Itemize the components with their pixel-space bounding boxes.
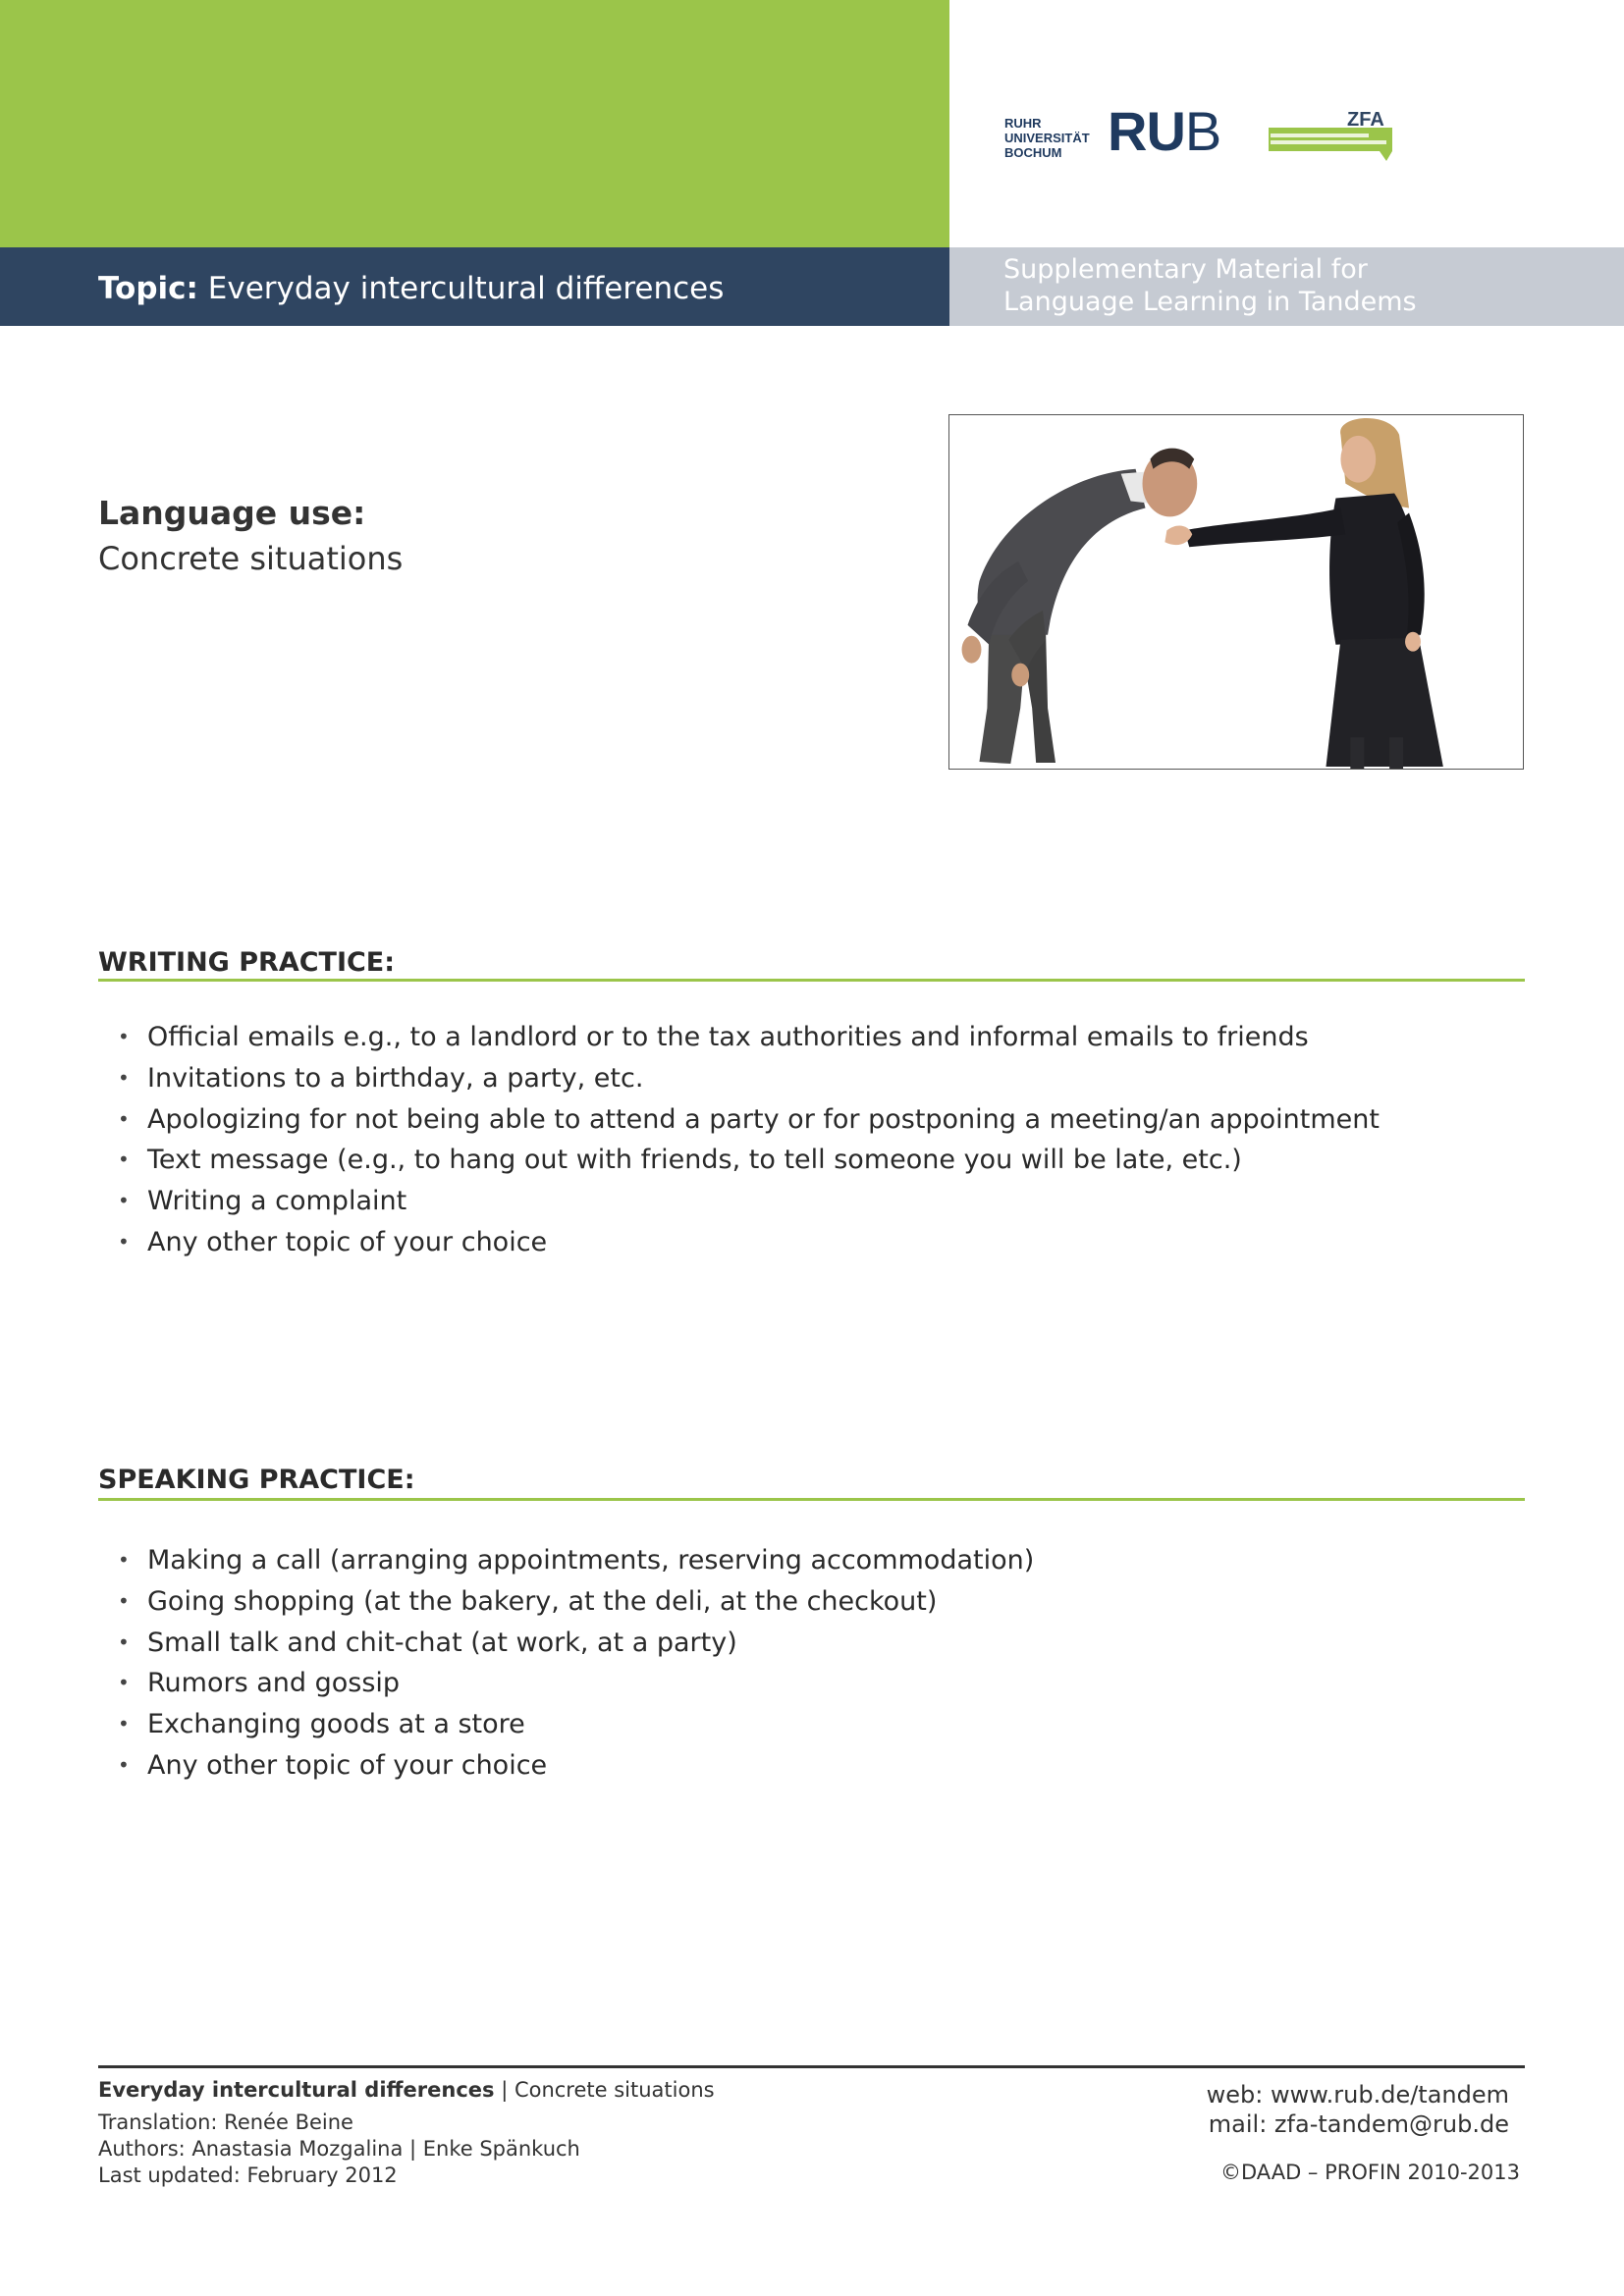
zfa-logo (1269, 110, 1392, 163)
language-use-value: Concrete situations (98, 540, 404, 577)
list-item-text: Making a call (arranging appointments, reserving accommodation) (147, 1545, 1035, 1575)
rub-logo-light: B (1184, 100, 1221, 162)
footer-rule (98, 2065, 1525, 2068)
footer-updated: Last updated: February 2012 (98, 2163, 398, 2187)
list-item (98, 1704, 1034, 1745)
rub-logo-bold: RU (1108, 100, 1185, 162)
rub-wordmark-small (1004, 116, 1090, 160)
speaking-practice-title: SPEAKING PRACTICE: (98, 1465, 415, 1495)
list-item-text: Text message (e.g., to hang out with friends, to tell someone you will be late, etc.) (147, 1145, 1242, 1176)
list-item-text: Any other topic of your choice (147, 1226, 548, 1257)
list-item (98, 1058, 1380, 1099)
bullet-icon: • (118, 1588, 130, 1613)
bullet-icon: • (118, 1148, 130, 1172)
rub-line-3: BOCHUM (1004, 145, 1062, 160)
list-item-text: Going shopping (at the bakery, at the deli, at the checkout) (147, 1585, 938, 1617)
rub-logo (1108, 102, 1220, 161)
list-item (98, 1745, 1034, 1787)
bullet-icon: • (118, 1065, 130, 1090)
list-item (98, 1181, 1380, 1222)
topic-label: Topic: (98, 271, 198, 306)
language-use-label: Language use: (98, 494, 366, 532)
bullet-icon: • (118, 1106, 130, 1131)
svg-text:ZFA: ZFA (1347, 110, 1384, 131)
footer-title (98, 2077, 715, 2104)
list-item-text: Small talk and chit-chat (at work, at a party) (147, 1627, 737, 1658)
list-item (98, 1540, 1034, 1581)
list-item (98, 1623, 1034, 1664)
footer-authors: Authors: Anastasia Mozgalina | Enke Spänkuch (98, 2137, 580, 2161)
footer-web-link[interactable]: web: www.rub.de/tandem (1206, 2081, 1509, 2109)
footer-title-rest: | Concrete situations (494, 2078, 715, 2102)
list-item-text: Exchanging goods at a store (147, 1709, 525, 1740)
footer-copyright: ©DAAD – PROFIN 2010-2013 (1219, 2161, 1520, 2184)
speaking-practice-rule (98, 1498, 1525, 1501)
bullet-icon: • (118, 1229, 130, 1254)
list-item (98, 1099, 1380, 1141)
list-item-text: Writing a complaint (147, 1186, 407, 1217)
list-item (98, 1017, 1380, 1058)
list-item-text: Apologizing for not being able to attend a party or for postponing a meeting/an appointment (147, 1103, 1380, 1135)
rub-line-1: RUHR (1004, 116, 1042, 131)
list-item-text: Rumors and gossip (147, 1668, 401, 1699)
bullet-icon: • (118, 1629, 130, 1654)
list-item (98, 1140, 1380, 1181)
list-item (98, 1581, 1034, 1623)
list-item-text: Official emails e.g., to a landlord or to the tax authorities and informal emails to friends (147, 1022, 1309, 1052)
writing-practice-rule (98, 979, 1525, 982)
list-item (98, 1663, 1034, 1704)
list-item-text: Invitations to a birthday, a party, etc. (147, 1062, 644, 1094)
rub-line-2: UNIVERSITÄT (1004, 131, 1090, 145)
bullet-icon: • (118, 1671, 130, 1695)
writing-practice-title: WRITING PRACTICE: (98, 947, 396, 978)
supplementary-line-1: Supplementary Material for (1003, 254, 1368, 285)
bullet-icon: • (118, 1712, 130, 1736)
bullet-icon: • (118, 1548, 130, 1572)
bullet-icon: • (118, 1752, 130, 1777)
list-item-text: Any other topic of your choice (147, 1749, 548, 1781)
speaking-practice-list (98, 1540, 1034, 1787)
topic-heading (98, 247, 724, 326)
header-green-block (0, 0, 949, 247)
list-item (98, 1222, 1380, 1263)
footer-title-bold: Everyday intercultural differences (98, 2078, 495, 2102)
supplementary-title (1003, 253, 1417, 318)
bullet-icon: • (118, 1025, 130, 1048)
topic-value: Everyday intercultural differences (207, 271, 725, 306)
footer-translation: Translation: Renée Beine (98, 2110, 353, 2134)
greeting-photo (948, 414, 1524, 770)
writing-practice-list (98, 1017, 1380, 1263)
footer-mail-link[interactable]: mail: zfa-tandem@rub.de (1208, 2110, 1509, 2138)
bullet-icon: • (118, 1189, 130, 1213)
supplementary-line-2: Language Learning in Tandems (1003, 287, 1417, 317)
